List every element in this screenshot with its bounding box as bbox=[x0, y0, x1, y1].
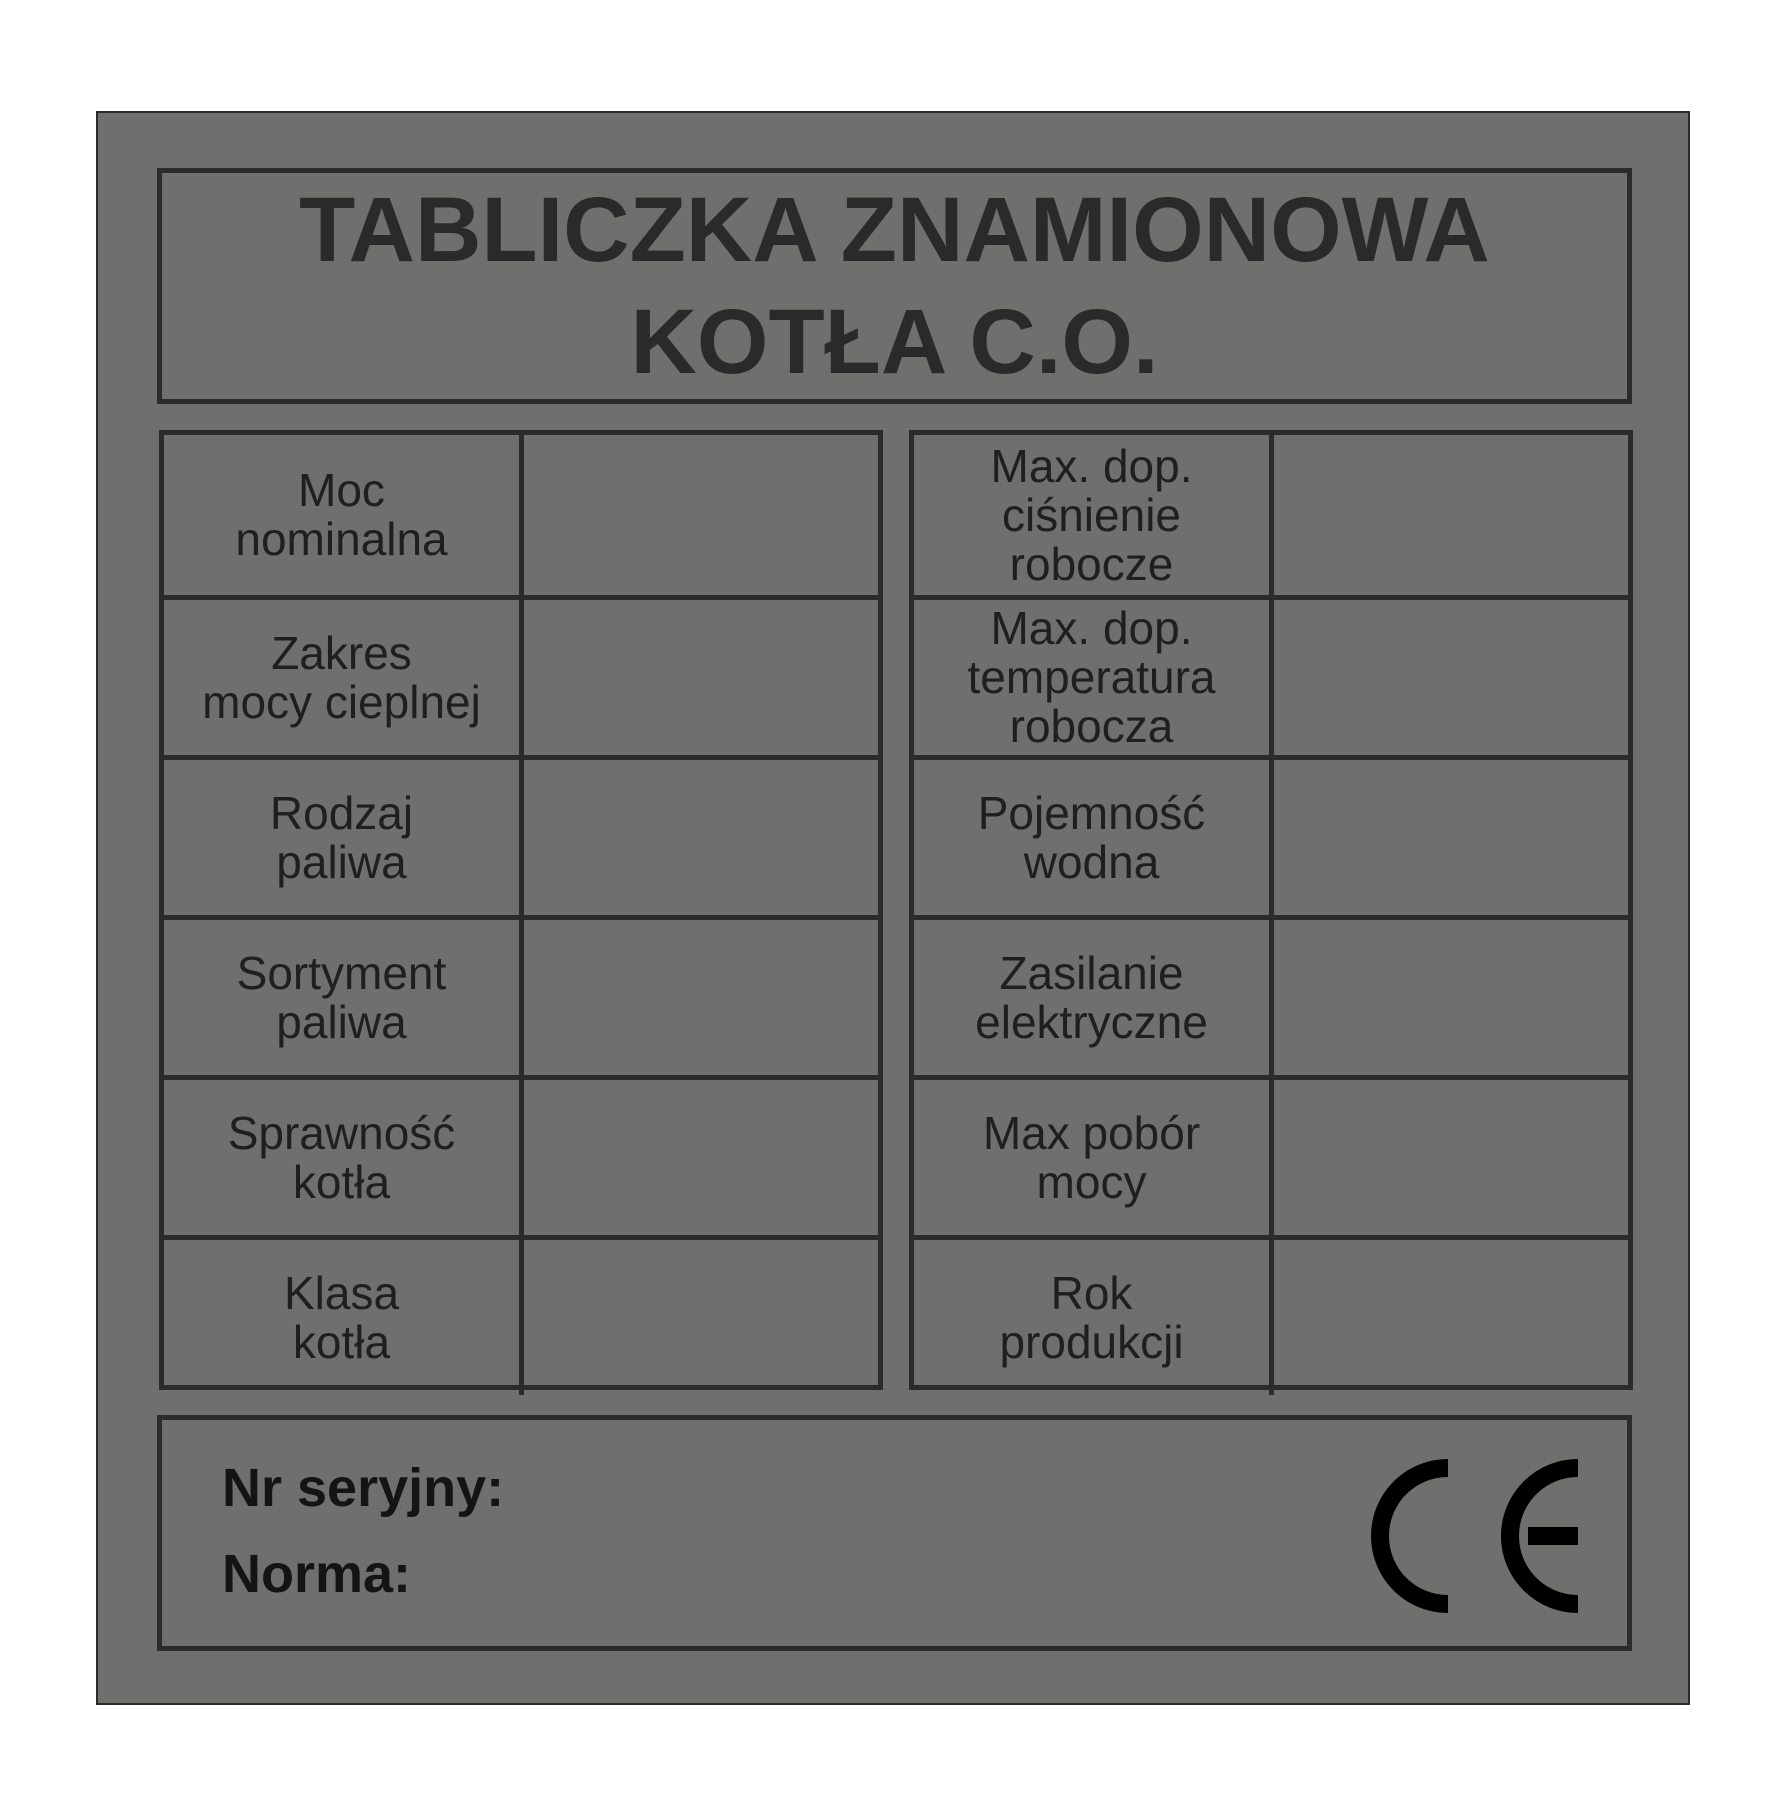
title-line-1: TABLICZKA ZNAMIONOWA bbox=[299, 179, 1490, 281]
spec-label-cell bbox=[164, 1080, 524, 1235]
nameplate bbox=[96, 111, 1690, 1705]
spec-label: Max pobór mocy bbox=[982, 1106, 1201, 1208]
spec-label-cell bbox=[914, 760, 1274, 915]
title-line-2: KOTŁA C.O. bbox=[630, 291, 1159, 393]
right-spec-table bbox=[909, 430, 1633, 1390]
spec-label: Sprawność kotła bbox=[227, 1106, 456, 1208]
spec-row bbox=[914, 1235, 1628, 1395]
spec-label: Moc nominalna bbox=[235, 464, 448, 565]
spec-value-field[interactable] bbox=[524, 600, 878, 755]
spec-value-field[interactable] bbox=[524, 1080, 878, 1235]
spec-label-cell bbox=[164, 600, 524, 755]
spec-label-cell bbox=[914, 435, 1274, 595]
spec-value-field[interactable] bbox=[1274, 600, 1628, 755]
spec-row bbox=[914, 915, 1628, 1075]
spec-label: Sortyment paliwa bbox=[236, 946, 447, 1048]
spec-value-field[interactable] bbox=[524, 920, 878, 1075]
spec-label-cell bbox=[164, 760, 524, 915]
spec-label-cell bbox=[914, 1240, 1274, 1395]
spec-row bbox=[164, 595, 878, 755]
spec-label: Pojemność wodna bbox=[977, 786, 1206, 888]
ce-mark-icon bbox=[1368, 1456, 1592, 1616]
spec-label-cell bbox=[164, 1240, 524, 1395]
spec-row bbox=[164, 1235, 878, 1395]
footer-box bbox=[157, 1415, 1632, 1651]
spec-label: Zasilanie elektryczne bbox=[975, 946, 1208, 1048]
left-spec-table bbox=[159, 430, 883, 1390]
spec-label: Max. dop. temperatura robocza bbox=[967, 602, 1216, 752]
spec-value-field[interactable] bbox=[524, 760, 878, 915]
spec-label-cell bbox=[914, 1080, 1274, 1235]
spec-value-field[interactable] bbox=[1274, 760, 1628, 915]
spec-value-field[interactable] bbox=[1274, 1240, 1628, 1395]
spec-row bbox=[914, 755, 1628, 915]
spec-label: Zakres mocy cieplnej bbox=[202, 626, 481, 728]
spec-label-cell bbox=[164, 435, 524, 595]
title-box bbox=[157, 168, 1632, 404]
spec-row bbox=[914, 595, 1628, 755]
spec-label: Rok produkcji bbox=[999, 1266, 1184, 1368]
spec-label: Klasa kotła bbox=[283, 1266, 400, 1368]
spec-value-field[interactable] bbox=[1274, 920, 1628, 1075]
spec-row bbox=[164, 755, 878, 915]
norm-label: Norma: bbox=[222, 1544, 412, 1604]
spec-row bbox=[914, 435, 1628, 595]
spec-value-field[interactable] bbox=[524, 1240, 878, 1395]
spec-label-cell bbox=[914, 600, 1274, 755]
spec-value-field[interactable] bbox=[1274, 435, 1628, 595]
spec-label-cell bbox=[164, 920, 524, 1075]
spec-label: Rodzaj paliwa bbox=[269, 786, 414, 888]
spec-row bbox=[164, 1075, 878, 1235]
spec-row bbox=[164, 915, 878, 1075]
spec-value-field[interactable] bbox=[1274, 1080, 1628, 1235]
spec-label: Max. dop. ciśnienie robocze bbox=[990, 439, 1193, 590]
spec-label-cell bbox=[914, 920, 1274, 1075]
spec-value-field[interactable] bbox=[524, 435, 878, 595]
spec-row bbox=[164, 435, 878, 595]
serial-number-label: Nr seryjny: bbox=[222, 1458, 505, 1518]
spec-row bbox=[914, 1075, 1628, 1235]
